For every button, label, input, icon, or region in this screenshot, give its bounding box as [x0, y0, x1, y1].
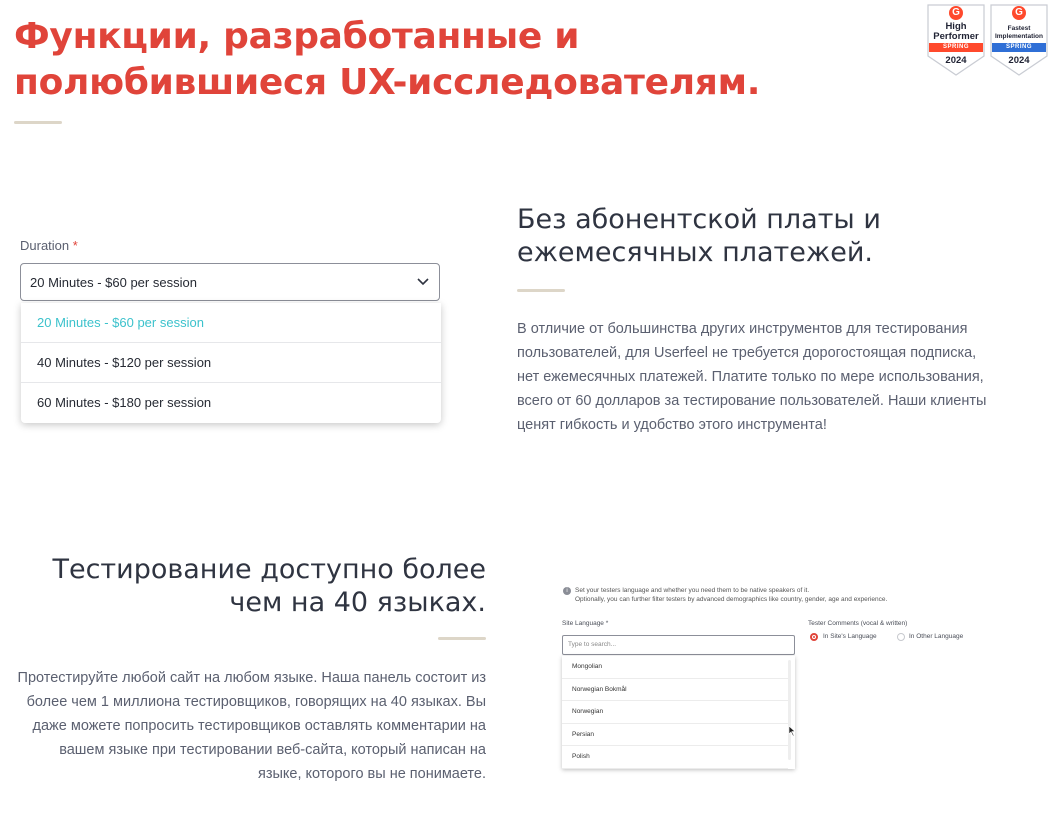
radio-other-language[interactable]: [897, 633, 905, 641]
badge-year: 2024: [945, 55, 967, 66]
duration-option-60[interactable]: 60 Minutes - $180 per session: [37, 395, 212, 410]
pricing-heading: Без абонентской платы и ежемесячных платежей.: [517, 204, 881, 268]
language-option[interactable]: Mongolian: [562, 656, 788, 679]
language-note: [575, 586, 955, 604]
language-options-list: [562, 656, 795, 769]
language-option[interactable]: Polish: [562, 746, 788, 769]
languages-heading: Тестирование доступно более чем на 40 языках.: [52, 554, 486, 618]
duration-select[interactable]: [20, 263, 440, 301]
language-search-placeholder: Type to search...: [568, 641, 617, 648]
pricing-divider: [517, 289, 565, 292]
g2-logo-icon: G: [1012, 6, 1026, 20]
radio-site-language-label: In Site's Language: [823, 633, 877, 640]
language-search-input[interactable]: [562, 635, 795, 655]
language-note-line2: Optionally, you can further filter testers by advanced demographics like country, gender, age and experience.: [575, 596, 888, 603]
chevron-down-icon: [417, 278, 429, 286]
duration-label-text: Duration: [20, 238, 70, 253]
radio-site-language[interactable]: [810, 633, 818, 641]
languages-divider: [438, 637, 486, 640]
info-icon: i: [563, 587, 571, 595]
radio-other-language-label: In Other Language: [909, 633, 964, 640]
badge-title: Fastest Implementation: [994, 25, 1044, 40]
badge-title: High Performer: [933, 21, 979, 42]
duration-option-20[interactable]: 20 Minutes - $60 per session: [21, 303, 441, 343]
g2-logo-icon: G: [949, 6, 963, 20]
badge-season: SPRING: [1005, 44, 1032, 50]
pricing-text: В отличие от большинства других инструментов для тестирования пользователей, для Userfeel не требуется дорогостоящая подписка, нет ежемесячных платежей. Платите только по мере использования, всего от 60 долларов за тестирование пользователей. Наши клиенты ценят гибкость и удобство этого инструмента!: [517, 321, 987, 433]
language-option[interactable]: Persian: [562, 724, 788, 747]
duration-selected-value: 20 Minutes - $60 per session: [30, 275, 197, 290]
tester-comments-label: Tester Comments (vocal & written): [808, 620, 908, 627]
site-language-label: Site Language *: [562, 620, 609, 627]
badge-high-performer: [927, 4, 985, 76]
language-option[interactable]: Norwegian: [562, 701, 788, 724]
page-title: Функции, разработанные и полюбившиеся UX-исследователям.: [14, 16, 761, 103]
required-mark: *: [72, 238, 78, 253]
duration-options-menu: [21, 303, 441, 423]
duration-option-40[interactable]: 40 Minutes - $120 per session: [21, 343, 441, 383]
language-list-scrollbar[interactable]: [788, 660, 791, 760]
badge-year: 2024: [1008, 55, 1030, 66]
language-option[interactable]: Norwegian Bokmål: [562, 679, 788, 702]
language-note-line1: Set your testers language and whether you need them to be native speakers of it.: [575, 587, 810, 594]
languages-text: Протестируйте любой сайт на любом языке. Наша панель состоит из более чем 1 миллиона тестировщиков, говорящих на 40 языках. Вы даже можете попросить тестировщиков оставлять комментарии на вашем языке при тестировании веб-сайта, который написан на языке, которого вы не понимаете.: [17, 670, 486, 782]
badge-season: SPRING: [942, 44, 969, 50]
title-divider: [14, 121, 62, 124]
badge-fastest-implementation: [990, 4, 1048, 76]
duration-label: [20, 238, 78, 253]
mouse-cursor-icon: [788, 725, 796, 737]
